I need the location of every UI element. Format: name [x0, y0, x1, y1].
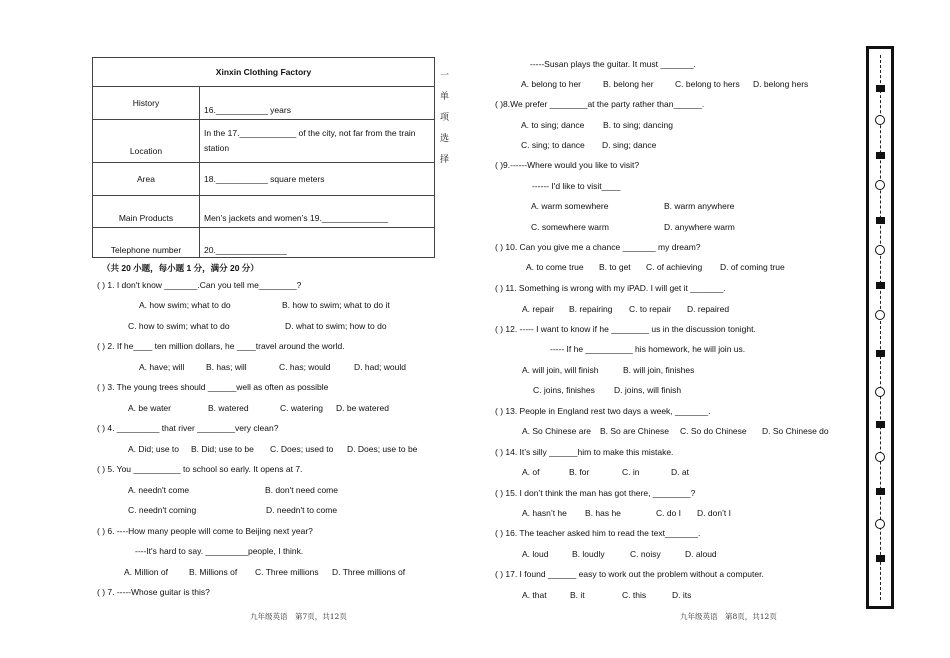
option-b: B. belong her: [603, 79, 654, 89]
option-b: B. to sing; dancing: [603, 120, 673, 130]
option-b: B. it: [570, 590, 585, 600]
option-c: C. So do Chinese: [680, 426, 747, 436]
option-c: C. how to swim; what to do: [128, 321, 230, 331]
option-d: D. So Chinese do: [762, 426, 829, 436]
binding-strip: [866, 46, 894, 609]
question-stem: ( ) 7. -----Whose guitar is this?: [97, 587, 210, 597]
question-stem: ( ) 5. You __________ to school so early. It opens at 7.: [97, 464, 303, 474]
option-b: B. has he: [585, 508, 621, 518]
option-a: A. be water: [128, 403, 171, 413]
option-c: C. in: [622, 467, 640, 477]
binding-mark: [876, 152, 885, 159]
option-c: C. Does; used to: [270, 444, 334, 454]
table-row-label: Area: [93, 163, 200, 196]
option-d: D. sing; dance: [602, 140, 657, 150]
table-row-label: Telephone number: [93, 228, 200, 258]
binding-hole: [875, 180, 885, 190]
question-stem: ( ) 13. People in England rest two days a week, _______.: [495, 406, 711, 416]
question-stem: ( ) 12. ----- I want to know if he ________ us in the discussion tonight.: [495, 324, 756, 334]
question-sub: ----It's hard to say. _________people, I think.: [135, 546, 304, 556]
binding-mark: [876, 488, 885, 495]
option-a: A. will join, will finish: [522, 365, 599, 375]
option-d: D. anywhere warm: [664, 222, 735, 232]
section-note: （共 20 小题，每小题 1 分，满分 20 分）: [102, 263, 259, 273]
option-c: C. sing; to dance: [521, 140, 585, 150]
binding-hole: [875, 452, 885, 462]
question-sub: -----Susan plays the guitar. It must _______.: [530, 59, 696, 69]
question-sub: ----- If he __________ his homework, he will join us.: [550, 344, 746, 354]
question-stem: ( ) 15. I don’t think the man has got there, ________?: [495, 488, 696, 498]
option-a: A. that: [522, 590, 547, 600]
option-d: D. what to swim; how to do: [285, 321, 387, 331]
option-c: C. belong to hers: [675, 79, 740, 89]
option-a: A. needn't come: [128, 485, 190, 495]
option-a: A. Million of: [124, 567, 168, 577]
option-a: A. have; will: [139, 362, 185, 372]
option-a: A. how swim; what to do: [139, 300, 231, 310]
option-c: C. needn't coming: [128, 505, 197, 515]
option-b: B. will join, finishes: [623, 365, 695, 375]
option-c: C. do I: [656, 508, 682, 518]
option-b: B. warm anywhere: [664, 201, 735, 211]
table-row-value: In the 17.____________ of the city, not far from the train station: [200, 120, 435, 163]
option-d: D. belong hers: [753, 79, 809, 89]
option-d: D. repaired: [687, 304, 730, 314]
page-footer-right: 九年级英语 第8页，共12页: [680, 612, 777, 621]
option-d: D. don’t I: [697, 508, 732, 518]
option-b: B. has; will: [206, 362, 247, 372]
option-a: A. belong to her: [521, 79, 582, 89]
option-b: B. how to swim; what to do it: [282, 300, 390, 310]
option-a: A. repair: [522, 304, 555, 314]
question-stem: ( ) 4. _________ that river ________very clean?: [97, 423, 279, 433]
question-stem: ( ) 10. Can you give me a chance _______ my dream?: [495, 242, 701, 252]
question-stem: ( ) 17. I found ______ easy to work out the problem without a computer.: [495, 569, 764, 579]
factory-info-table: [92, 57, 435, 258]
option-a: A. So Chinese are: [522, 426, 591, 436]
option-c: C. watering: [280, 403, 323, 413]
option-c: C. of achieving: [646, 262, 703, 272]
page-footer-left: 九年级英语 第7页，共12页: [250, 612, 347, 621]
question-stem: ( ) 2. If he____ ten million dollars, he ____travel around the world.: [97, 341, 345, 351]
question-stem: ( ) 14. It’s silly ______him to make this mistake.: [495, 447, 674, 457]
option-c: C. noisy: [630, 549, 661, 559]
question-stem: ( ) 1. I don't know _______.Can you tell me________?: [97, 280, 302, 290]
table-title: Xinxin Clothing Factory: [93, 58, 435, 87]
option-a: A. to sing; dance: [521, 120, 585, 130]
table-row-value: Men’s jackets and women’s 19.______________: [200, 196, 435, 228]
option-d: D. joins, will finish: [614, 385, 682, 395]
section-vertical-title: 一单项选择: [439, 70, 449, 175]
question-sub: ------ I'd like to visit____: [532, 181, 621, 191]
option-b: B. to get: [599, 262, 631, 272]
option-d: D. of coming true: [720, 262, 785, 272]
option-b: B. don't need come: [265, 485, 338, 495]
option-c: C. has; would: [279, 362, 331, 372]
option-b: B. for: [569, 467, 590, 477]
option-d: D. its: [672, 590, 692, 600]
question-stem: ( )8.We prefer ________at the party rather than______.: [495, 99, 705, 109]
question-stem: ( )9.------Where would you like to visit?: [495, 160, 640, 170]
binding-hole: [875, 387, 885, 397]
option-c: C. Three millions: [255, 567, 319, 577]
option-c: C. this: [622, 590, 647, 600]
binding-hole: [875, 519, 885, 529]
option-d: D. aloud: [685, 549, 717, 559]
option-b: B. watered: [208, 403, 249, 413]
binding-mark: [876, 85, 885, 92]
option-d: D. needn't to come: [266, 505, 338, 515]
option-a: A. loud: [522, 549, 549, 559]
option-b: B. repairing: [569, 304, 613, 314]
binding-mark: [876, 217, 885, 224]
question-stem: ( ) 3. The young trees should ______well as often as possible: [97, 382, 329, 392]
table-row-label: History: [93, 87, 200, 120]
binding-mark: [876, 555, 885, 562]
binding-hole: [875, 245, 885, 255]
option-c: C. joins, finishes: [533, 385, 595, 395]
option-a: A. of: [522, 467, 540, 477]
binding-mark: [876, 350, 885, 357]
binding-mark: [876, 282, 885, 289]
table-row-label: Main Products: [93, 196, 200, 228]
question-stem: ( ) 6. ----How many people will come to Beijing next year?: [97, 526, 313, 536]
option-a: A. warm somewhere: [531, 201, 609, 211]
option-a: A. to come true: [526, 262, 584, 272]
question-stem: ( ) 11. Something is wrong with my iPAD. I will get it _______.: [495, 283, 726, 293]
table-row-value: 20._______________: [200, 228, 435, 258]
table-row-label: Location: [93, 120, 200, 163]
binding-mark: [876, 421, 885, 428]
option-d: D. be watered: [336, 403, 389, 413]
option-a: A. hasn’t he: [522, 508, 567, 518]
option-b: B. Millions of: [189, 567, 238, 577]
table-row-value: 16.___________ years: [200, 87, 435, 120]
option-d: D. Does; use to be: [347, 444, 418, 454]
option-b: B. So are Chinese: [600, 426, 669, 436]
option-c: C. to repair: [629, 304, 672, 314]
binding-hole: [875, 310, 885, 320]
option-b: B. Did; use to be: [191, 444, 254, 454]
option-d: D. Three millions of: [332, 567, 406, 577]
option-d: D. had; would: [354, 362, 406, 372]
option-a: A. Did; use to: [128, 444, 180, 454]
table-row-value: 18.___________ square meters: [200, 163, 435, 196]
option-b: B. loudly: [572, 549, 605, 559]
binding-hole: [875, 115, 885, 125]
question-stem: ( ) 16. The teacher asked him to read the text_______.: [495, 528, 701, 538]
option-c: C. somewhere warm: [531, 222, 609, 232]
option-d: D. at: [671, 467, 689, 477]
